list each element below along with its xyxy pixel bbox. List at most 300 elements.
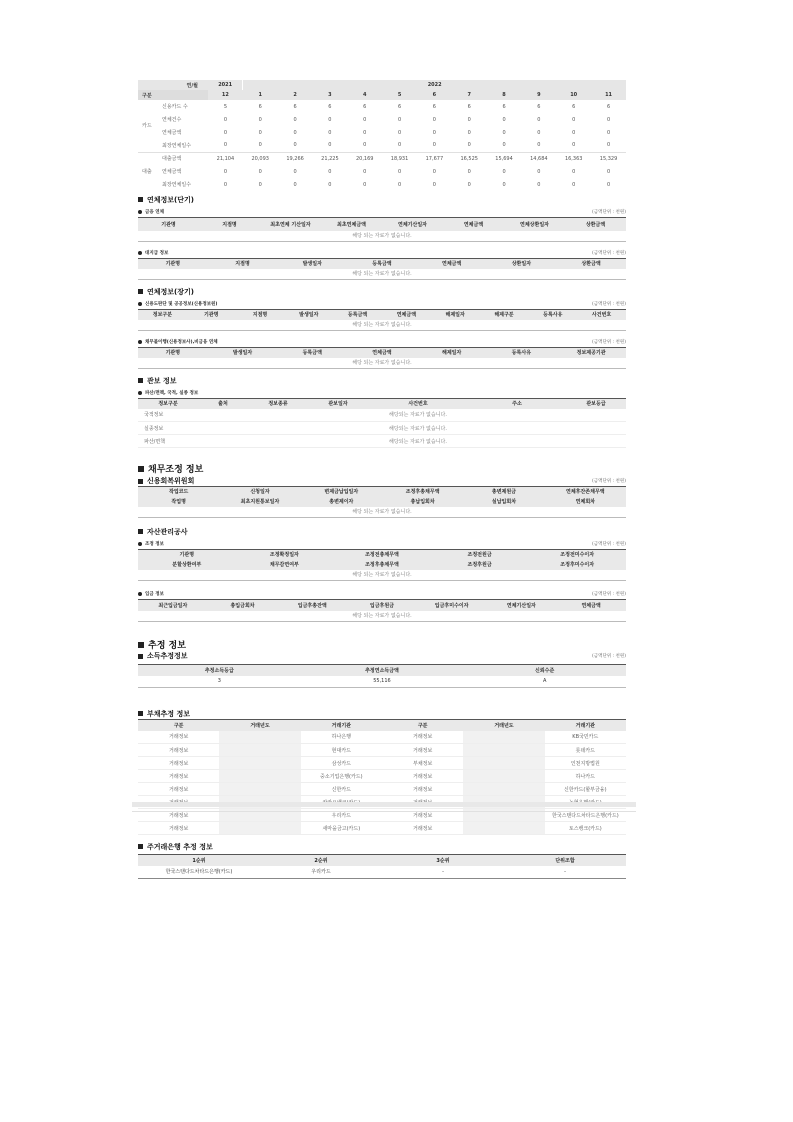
stats-value: 0: [258, 142, 262, 149]
unit-label: (금액단위 : 천원): [592, 542, 626, 547]
stats-value: 6: [432, 103, 436, 110]
no-data-text: 해당 되는 자료가 없습니다.: [138, 231, 626, 242]
month-cell: 9: [521, 90, 556, 100]
column-header: 정보제공기관: [556, 348, 626, 358]
liability-row: [138, 770, 626, 783]
column-header: 정보구분: [138, 310, 187, 320]
stats-value: 6: [606, 103, 611, 110]
section-liability: 부채추정 정보: [138, 708, 626, 719]
liability-institution: 신한카드: [301, 783, 382, 796]
year-2021: 2021: [208, 80, 243, 90]
stats-value: 0: [363, 181, 367, 188]
kamco-payment-table: [138, 599, 626, 622]
month-cell: 1: [243, 90, 278, 100]
rank-2: 우리카드: [311, 869, 331, 876]
unit-label: (금액단위 : 천원): [592, 210, 626, 215]
stats-value: 6: [572, 103, 576, 110]
column-header: 지점명: [236, 310, 285, 320]
corner-top: 연/월: [138, 80, 208, 90]
stats-value: 0: [363, 129, 367, 136]
sub-ccrs: 신용회복위원회: [138, 476, 194, 487]
empty-cell: [566, 409, 626, 422]
stats-value: 0: [537, 129, 541, 136]
masked-year: [463, 770, 544, 783]
no-data-text: 해당되는 자료가 없습니다.: [389, 425, 447, 432]
column-header: 연체금액: [556, 600, 626, 611]
liability-institution: 새마을금고(카드): [301, 822, 382, 835]
credit-report-page: [138, 80, 626, 879]
no-data-text: 해당되는 자료가 없습니다.: [389, 438, 447, 445]
rank-3: -: [442, 868, 444, 875]
column-header: 조정전총채무액: [333, 550, 431, 560]
year-2022: 2022: [243, 80, 626, 90]
header-row: [138, 487, 626, 497]
stats-value: 16,363: [564, 155, 583, 162]
stats-value: 0: [467, 129, 471, 136]
month-cell: 2: [278, 90, 313, 100]
liability-institution: 롯데카드: [545, 744, 626, 757]
section-estimate: 추정 정보: [138, 638, 626, 651]
stats-value: 21,225: [321, 155, 339, 162]
stats-value: 0: [293, 168, 297, 175]
stats-value: 0: [606, 116, 611, 123]
liability-type: 거래정보: [138, 770, 219, 783]
sub-kamco: 자산관리공사: [138, 526, 626, 537]
confidence-level: A: [542, 678, 547, 685]
empty-cell: [198, 409, 248, 422]
column-header: 기관명: [138, 218, 199, 231]
unit-label: (금액단위 : 천원): [592, 592, 626, 597]
no-data-text: 해당 되는 자료가 없습니다.: [138, 611, 626, 622]
month-cell: 12: [208, 90, 243, 100]
column-header: 2순위: [260, 855, 382, 866]
column-header: 거래년도: [463, 720, 544, 731]
masked-year: [219, 757, 300, 770]
stats-value: 0: [502, 129, 506, 136]
column-header: 최초지원통보일자: [219, 497, 300, 507]
column-header: 기관명: [187, 310, 236, 320]
stats-value: 15,694: [495, 155, 513, 162]
stats-row: [138, 178, 626, 191]
unit-union: -: [564, 868, 566, 875]
liability-type: 거래정보: [382, 744, 463, 757]
stats-value: 0: [293, 116, 297, 123]
income-grade: 3: [217, 678, 221, 685]
column-header: 등록금액: [277, 348, 347, 358]
stats-value: 0: [397, 142, 402, 149]
no-data-text: 해당 되는 자료가 없습니다.: [138, 507, 626, 518]
stats-value: 0: [223, 181, 227, 188]
liability-row: [138, 783, 626, 796]
masked-year: [219, 783, 300, 796]
debt-default-table: [138, 347, 626, 369]
masked-year: [219, 744, 300, 757]
unit-label: (금액단위 : 천원): [592, 479, 626, 484]
column-header: 출처: [198, 399, 248, 409]
stats-row: [138, 100, 626, 113]
unit-label: (금액단위 : 천원): [592, 654, 626, 659]
column-header: 1순위: [138, 855, 260, 866]
column-header: 최초연체 기산일자: [260, 218, 321, 231]
stats-value: 0: [328, 181, 332, 188]
stats-value: 6: [293, 103, 297, 110]
column-header: 사건번호: [368, 399, 468, 409]
column-header: 해제일자: [431, 310, 480, 320]
stats-value: 21,104: [216, 155, 235, 162]
stats-value: 0: [432, 116, 436, 123]
stats-value: 6: [363, 103, 367, 110]
stats-value: 0: [572, 142, 576, 149]
column-header: 신뢰수준: [463, 665, 626, 676]
liability-type: 거래정보: [382, 731, 463, 744]
stats-row: [138, 126, 626, 139]
stats-value: 6: [397, 103, 402, 110]
sub-adjust-info: 조정 정보: [138, 541, 164, 547]
page-separator: [132, 802, 636, 807]
column-header: 거래기관: [301, 720, 382, 731]
column-header: 총입금회차: [208, 600, 278, 611]
gazette-type: 국적정보: [144, 412, 164, 419]
liability-type: 거래정보: [382, 783, 463, 796]
column-header: 상환일자: [487, 259, 557, 269]
column-header: 지점명: [199, 218, 260, 231]
column-header: 입금후총잔액: [277, 600, 347, 611]
masked-year: [463, 783, 544, 796]
column-header: 연체금액: [382, 310, 431, 320]
section-main-bank: 주거래은행 추정 정보: [138, 841, 626, 852]
stats-value: 0: [502, 168, 506, 175]
stats-row-label: 연체금액: [162, 130, 182, 136]
column-header: 구분: [382, 720, 463, 731]
header-row: [138, 348, 626, 358]
stats-value: 0: [467, 116, 471, 123]
liability-table: [138, 719, 626, 835]
gazette-row: [138, 422, 626, 435]
column-header: 등록사유: [528, 310, 577, 320]
column-header: 연체후잔존채무액: [545, 487, 626, 497]
stats-row-label: 연체건수: [162, 117, 182, 123]
month-cell: 4: [347, 90, 382, 100]
stats-value: 15,329: [599, 155, 618, 162]
stats-value: 0: [432, 168, 436, 175]
liability-row: [138, 822, 626, 835]
column-header: 조정후총채무액: [382, 487, 463, 497]
month-cell: 5: [382, 90, 417, 100]
column-header: 3순위: [382, 855, 504, 866]
stats-row: [138, 139, 626, 152]
empty-cell: [566, 435, 626, 448]
stats-row-label: 최장연체일수: [162, 142, 191, 149]
stats-value: 17,677: [425, 155, 444, 162]
stats-value: 18,931: [390, 155, 409, 162]
column-header: 연체금액: [443, 218, 504, 231]
gazette-type: 실종정보: [144, 425, 164, 432]
no-data-text: 해당 되는 자료가 없습니다.: [138, 320, 626, 331]
column-header: 등록사유: [487, 348, 557, 358]
stats-value: 0: [606, 168, 611, 175]
sub-gazette: 파산/면책, 국적, 실종 정보: [138, 390, 198, 396]
liability-institution: 토스뱅크(카드): [545, 822, 626, 835]
stats-value: 0: [397, 129, 402, 136]
column-header: 조정후미수이자: [528, 560, 626, 570]
column-header: 단위조합: [504, 855, 626, 866]
gazette-row: [138, 435, 626, 448]
stats-group-label: 카드: [142, 123, 152, 130]
monthly-stats-table: [138, 80, 626, 191]
stats-value: 0: [537, 168, 541, 175]
column-header: 주소: [468, 399, 566, 409]
stats-value: 0: [572, 129, 576, 136]
stats-value: 0: [432, 181, 436, 188]
column-header: 총납입회차: [382, 497, 463, 507]
stats-value: 0: [397, 168, 402, 175]
stats-row-label: 대출금액: [162, 156, 182, 163]
stats-value: 6: [467, 103, 471, 110]
empty-cell: [308, 422, 368, 435]
stats-value: 5: [223, 103, 227, 110]
column-header: 발생일자: [277, 259, 347, 269]
column-header: 분할상환여부: [138, 560, 236, 570]
empty-cell: [248, 422, 308, 435]
rank-1: 한국스탠다드차타드은행(카드): [165, 869, 233, 876]
gazette-type: 파산/면책: [144, 438, 166, 445]
masked-year: [463, 744, 544, 757]
stats-value: 0: [606, 129, 611, 136]
column-header: 연체상환일자: [504, 218, 565, 231]
masked-year: [463, 731, 544, 744]
stats-value: 0: [572, 116, 576, 123]
column-header: 관보일자: [308, 399, 368, 409]
sub-credit-public: 신용도판단 및 공공정보(신용정보원): [138, 301, 217, 307]
stats-value: 16,525: [460, 155, 478, 162]
column-header: 입금후미수이자: [417, 600, 487, 611]
stats-value: 6: [328, 103, 332, 110]
column-header: 조정후총채무액: [333, 560, 431, 570]
gazette-table: [138, 398, 626, 448]
column-header: 조정전미수이자: [528, 550, 626, 560]
empty-cell: [468, 422, 566, 435]
stats-row-label: 신용카드 수: [162, 104, 188, 110]
header-row: [138, 855, 626, 866]
data-row: [138, 676, 626, 688]
masked-year: [463, 757, 544, 770]
stats-value: 0: [606, 142, 611, 149]
stats-row: [138, 165, 626, 178]
section-official-gazette: 관보 정보: [138, 375, 626, 386]
liability-type: 거래정보: [382, 822, 463, 835]
sub-income-estimate: 소득추정정보: [138, 651, 188, 662]
liability-institution: 중소기업은행(카드): [301, 770, 382, 783]
stats-value: 0: [432, 142, 436, 149]
column-header: 채무감면여부: [236, 560, 334, 570]
liability-institution: 신한카드(할부금융): [545, 783, 626, 796]
column-header: 관보등급: [566, 399, 626, 409]
column-header: 실납입회차: [463, 497, 544, 507]
stats-value: 20,169: [355, 155, 374, 162]
main-bank-table: [138, 854, 626, 879]
column-header: 거래년도: [219, 720, 300, 731]
liability-type: 거래정보: [138, 809, 219, 822]
stats-value: 0: [258, 129, 262, 136]
sub-debt-default: 채무불이행(신용정보사),비금융 연체: [138, 339, 218, 345]
column-header: 총변제이자: [301, 497, 382, 507]
finance-overdue-table: [138, 217, 626, 242]
column-header: 조정전원금: [431, 550, 529, 560]
section-overdue-long: 연체정보(장기): [138, 286, 626, 297]
stats-value: 0: [223, 168, 227, 175]
liability-type: 부채정보: [382, 757, 463, 770]
stats-row: [138, 152, 626, 165]
header-row: [138, 497, 626, 507]
stats-value: 0: [328, 116, 332, 123]
stats-value: 20,093: [251, 155, 269, 162]
stats-value: 0: [502, 116, 506, 123]
column-header: 입금후원금: [347, 600, 417, 611]
no-data-text: 해당 되는 자료가 없습니다.: [138, 358, 626, 369]
no-data-text: 해당되는 자료가 없습니다.: [389, 412, 447, 419]
sub-finance-overdue: 금융 연체: [138, 209, 164, 215]
liability-institution: KB국민카드: [545, 731, 626, 744]
stats-value: 0: [537, 116, 541, 123]
header-row: [138, 259, 626, 269]
stats-value: 0: [397, 116, 402, 123]
month-cell: 7: [452, 90, 487, 100]
liability-institution: 하나카드: [545, 770, 626, 783]
stats-value: 0: [363, 116, 367, 123]
liability-institution: 하나은행: [301, 731, 382, 744]
sub-payment-info: 입금 정보: [138, 591, 164, 597]
liability-institution: 삼성카드: [301, 757, 382, 770]
column-header: 연체기산일자: [487, 600, 557, 611]
column-header: 정보구분: [138, 399, 198, 409]
empty-cell: [248, 409, 308, 422]
stats-value: 0: [363, 168, 367, 175]
stats-value: 0: [293, 181, 297, 188]
month-cell: 10: [556, 90, 591, 100]
column-header: 발생일자: [208, 348, 278, 358]
column-header: 구분: [138, 720, 219, 731]
column-header: 상환금액: [565, 218, 626, 231]
column-header: 기관명: [138, 348, 208, 358]
stats-value: 6: [537, 103, 541, 110]
month-cell: 8: [487, 90, 522, 100]
header-row: [138, 560, 626, 570]
column-header: 정보종류: [248, 399, 308, 409]
liability-type: 거래정보: [138, 744, 219, 757]
column-header: 기관명: [138, 259, 208, 269]
stats-group-label: 대출: [142, 169, 152, 176]
stats-value: 0: [502, 181, 506, 188]
liability-type: 거래정보: [138, 757, 219, 770]
unit-label: (금액단위 : 천원): [592, 251, 626, 256]
liability-type: 거래정보: [382, 770, 463, 783]
credit-public-table: [138, 309, 626, 331]
header-row: [138, 310, 626, 320]
stats-value: 0: [467, 181, 471, 188]
column-header: 등록금액: [347, 259, 417, 269]
column-header: 추정연소득금액: [301, 665, 464, 676]
stats-value: 0: [467, 142, 471, 149]
header-row: [138, 218, 626, 231]
liability-type: 거래정보: [138, 731, 219, 744]
stats-value: 0: [606, 181, 611, 188]
empty-cell: [198, 435, 248, 448]
stats-value: 0: [293, 142, 297, 149]
no-data-text: 해당 되는 자료가 없습니다.: [138, 269, 626, 280]
empty-cell: [566, 422, 626, 435]
unit-label: (금액단위 : 천원): [592, 340, 626, 345]
column-header: 작업명: [138, 497, 219, 507]
section-debt-adjust: 채무조정 정보: [138, 462, 626, 475]
masked-year: [219, 731, 300, 744]
column-header: 해제구분: [480, 310, 529, 320]
header-row: [138, 665, 626, 676]
stats-month-row: [138, 90, 626, 100]
liability-row: [138, 731, 626, 744]
stats-value: 0: [258, 116, 262, 123]
column-header: 최근입금일자: [138, 600, 208, 611]
ccrs-table: [138, 486, 626, 518]
stats-value: 0: [432, 129, 436, 136]
data-row: [138, 866, 626, 879]
liability-type: 거래정보: [382, 809, 463, 822]
masked-year: [219, 822, 300, 835]
empty-cell: [248, 435, 308, 448]
stats-value: 0: [328, 142, 332, 149]
stats-value: 19,266: [286, 155, 304, 162]
stats-value: 0: [572, 181, 576, 188]
masked-year: [219, 770, 300, 783]
column-header: 최초연체금액: [321, 218, 382, 231]
stats-value: 0: [397, 181, 402, 188]
stats-value: 0: [328, 168, 332, 175]
header-row: [138, 399, 626, 409]
gazette-row: [138, 409, 626, 422]
liability-institution: 한국스탠다드차타드은행(카드): [545, 809, 626, 822]
column-header: 등록금액: [333, 310, 382, 320]
column-header: 발생일자: [284, 310, 333, 320]
empty-cell: [308, 409, 368, 422]
stats-value: 0: [328, 129, 332, 136]
no-data-text: 해당 되는 자료가 없습니다.: [138, 570, 626, 581]
header-row: [138, 720, 626, 731]
empty-cell: [468, 409, 566, 422]
stats-row-label: 최장연체일수: [162, 182, 191, 188]
corner-bottom: 구분: [138, 90, 208, 100]
empty-cell: [468, 435, 566, 448]
column-header: 작업코드: [138, 487, 219, 497]
liability-type: 거래정보: [138, 783, 219, 796]
month-cell: 11: [591, 90, 626, 100]
stats-value: 0: [572, 168, 576, 175]
column-header: 연체금액: [347, 348, 417, 358]
empty-cell: [198, 422, 248, 435]
header-row: [138, 600, 626, 611]
stats-row: [138, 113, 626, 126]
liability-institution: 현대카드: [301, 744, 382, 757]
sub-subrogation: 대지급 정보: [138, 250, 168, 256]
stats-value: 0: [537, 142, 541, 149]
column-header: 지점명: [208, 259, 278, 269]
stats-year-row: [138, 80, 626, 90]
stats-value: 0: [502, 142, 506, 149]
column-header: 상환금액: [556, 259, 626, 269]
liability-institution: 인천지방법원: [545, 757, 626, 770]
column-header: 추정소득등급: [138, 665, 301, 676]
column-header: 기관명: [138, 550, 236, 560]
stats-value: 0: [258, 168, 262, 175]
column-header: 연체회차: [545, 497, 626, 507]
